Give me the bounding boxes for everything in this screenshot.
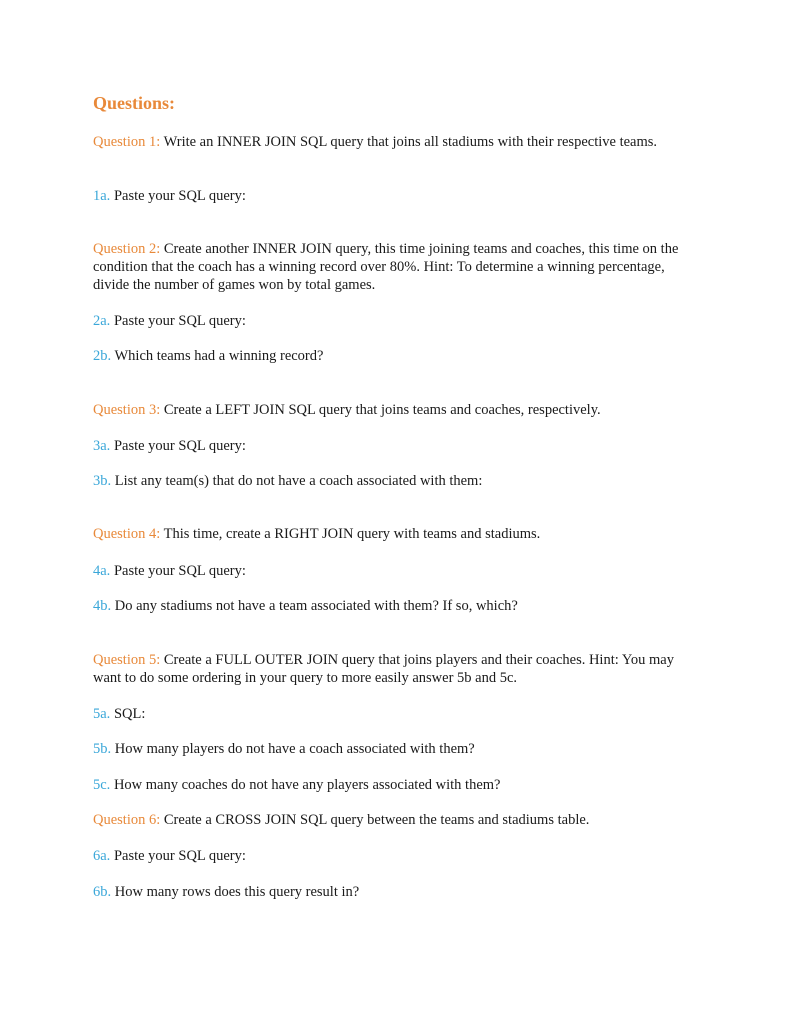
answer-text: List any team(s) that do not have a coach associated with them: <box>111 473 483 489</box>
page-heading: Questions: <box>93 93 176 113</box>
answer-text: Do any stadiums not have a team associated with them? If so, which? <box>111 598 518 614</box>
question-5 <box>93 651 703 687</box>
answer-label: 2a. <box>93 313 111 329</box>
answer-label: 5b. <box>93 741 112 757</box>
answer-4b <box>93 597 703 615</box>
answer-3b <box>93 472 703 490</box>
question-label: Question 2: <box>93 241 161 257</box>
question-1 <box>93 133 703 151</box>
answer-text: How many coaches do not have any players associated with them? <box>110 777 501 793</box>
question-label: Question 6: <box>93 812 161 828</box>
answer-5c <box>93 776 703 794</box>
answer-3a <box>93 437 703 455</box>
question-text: Create a CROSS JOIN SQL query between the teams and stadiums table. <box>160 812 590 828</box>
answer-label: 4a. <box>93 563 111 579</box>
question-text: This time, create a RIGHT JOIN query with teams and stadiums. <box>160 526 541 542</box>
answer-4a <box>93 562 703 580</box>
answer-text: Paste your SQL query: <box>110 563 246 579</box>
answer-label: 1a. <box>93 188 111 204</box>
answer-6b <box>93 883 703 901</box>
answer-label: 3b. <box>93 473 112 489</box>
answer-text: SQL: <box>110 706 146 722</box>
question-label: Question 3: <box>93 402 161 418</box>
answer-label: 5a. <box>93 706 111 722</box>
question-label: Question 4: <box>93 526 161 542</box>
question-2 <box>93 240 703 294</box>
answer-text: Paste your SQL query: <box>110 848 246 864</box>
answer-text: Paste your SQL query: <box>110 438 246 454</box>
answer-label: 2b. <box>93 348 112 364</box>
answer-text: Which teams had a winning record? <box>111 348 324 364</box>
answer-text: Paste your SQL query: <box>110 313 246 329</box>
question-6 <box>93 811 703 829</box>
answer-text: How many players do not have a coach associated with them? <box>111 741 475 757</box>
answer-label: 4b. <box>93 598 112 614</box>
question-text: Create a FULL OUTER JOIN query that joins players and their coaches. Hint: You may want to do some ordering in your query to more easily answer 5b and 5c. <box>93 652 674 686</box>
question-3 <box>93 401 703 419</box>
answer-6a <box>93 847 703 865</box>
question-label: Question 5: <box>93 652 161 668</box>
answer-2b <box>93 347 703 365</box>
answer-text: How many rows does this query result in? <box>111 884 360 900</box>
question-4 <box>93 525 703 543</box>
answer-label: 5c. <box>93 777 111 793</box>
question-text: Write an INNER JOIN SQL query that joins all stadiums with their respective teams. <box>160 134 658 150</box>
question-text: Create a LEFT JOIN SQL query that joins teams and coaches, respectively. <box>160 402 601 418</box>
answer-label: 3a. <box>93 438 111 454</box>
question-text: Create another INNER JOIN query, this time joining teams and coaches, this time on the condition that the coach has a winning record over 80%. Hint: To determine a winning percentage, divide the number of games won by total games. <box>93 241 679 293</box>
answer-label: 6a. <box>93 848 111 864</box>
answer-1a <box>93 187 703 205</box>
answer-2a <box>93 312 703 330</box>
question-label: Question 1: <box>93 134 161 150</box>
answer-text: Paste your SQL query: <box>110 188 246 204</box>
answer-5a <box>93 705 703 723</box>
answer-label: 6b. <box>93 884 112 900</box>
answer-5b <box>93 740 703 758</box>
